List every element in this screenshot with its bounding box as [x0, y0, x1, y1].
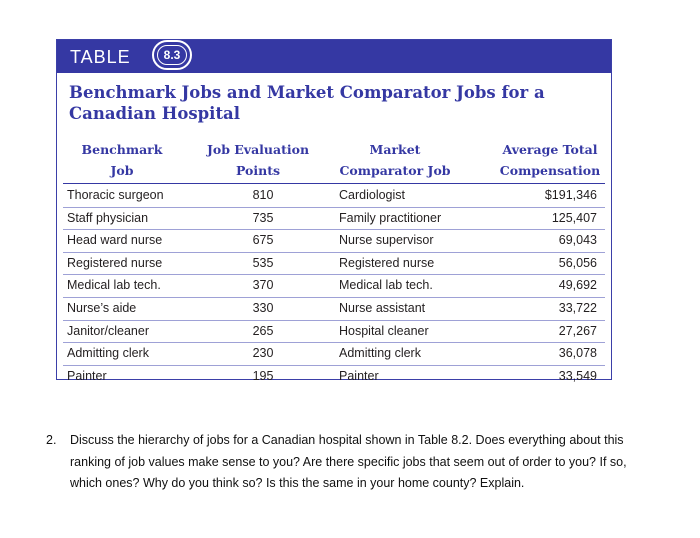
- cell-job: Medical lab tech.: [67, 278, 161, 293]
- cell-compensation: 33,722: [558, 300, 597, 315]
- table-row: [63, 253, 605, 276]
- column-header-line: Market: [369, 142, 421, 157]
- cell-points: 735: [252, 210, 274, 225]
- header-rule: [63, 183, 605, 184]
- cell-comparator: Registered nurse: [339, 255, 435, 270]
- column-header-compensation: [493, 139, 607, 181]
- cell-job: Registered nurse: [67, 255, 163, 270]
- cell-compensation: 36,078: [558, 346, 597, 361]
- table-row: [63, 185, 605, 208]
- cell-compensation: 33,549: [558, 368, 597, 383]
- table-row: [63, 321, 605, 344]
- table-row: [63, 366, 605, 388]
- cell-points: 330: [252, 300, 274, 315]
- cell-job: Nurse’s aide: [67, 300, 137, 315]
- table-8-3: [56, 39, 612, 383]
- cell-comparator: Admitting clerk: [339, 346, 421, 361]
- cell-compensation: 69,043: [558, 233, 597, 248]
- cell-points: 370: [252, 278, 274, 293]
- cell-compensation: 56,056: [558, 255, 597, 270]
- column-header-line: Points: [235, 163, 281, 178]
- column-header-line: Benchmark: [81, 142, 163, 157]
- cell-compensation: $191,346: [544, 188, 597, 202]
- column-header-line: Comparator Job: [339, 163, 451, 178]
- cell-comparator: Medical lab tech.: [339, 278, 433, 293]
- cell-comparator: Cardiologist: [339, 188, 406, 202]
- table-header-bar: [57, 40, 611, 73]
- cell-compensation: 125,407: [551, 210, 597, 225]
- cell-job: Janitor/cleaner: [67, 323, 149, 338]
- cell-comparator: Family practitioner: [339, 210, 442, 225]
- table-label: TABLE: [70, 47, 131, 67]
- table-row: [63, 230, 605, 253]
- column-header-line: Job: [110, 163, 134, 178]
- table-row: [63, 343, 605, 366]
- cell-comparator: Nurse supervisor: [339, 233, 434, 248]
- question-text: Discuss the hierarchy of jobs for a Canadian hospital shown in Table 8.2. Does everything about this ranking of job values make sense to you? Are there specific jobs that seem out of order to you? If so, which ones? Why do you think so? Is this the same in your home county? Explain.: [70, 433, 627, 490]
- table-row: [63, 208, 605, 231]
- cell-comparator: Painter: [339, 368, 379, 383]
- cell-job: Staff physician: [67, 210, 149, 225]
- cell-points: 195: [252, 368, 274, 383]
- cell-points: 265: [252, 323, 274, 338]
- column-header-line: Compensation: [499, 163, 601, 178]
- column-header-line: Average Total: [502, 142, 598, 157]
- cell-job: Thoracic surgeon: [67, 188, 164, 202]
- column-header-comparator: [335, 139, 455, 181]
- column-header-line: Job Evaluation: [206, 142, 310, 157]
- cell-compensation: 27,267: [558, 323, 597, 338]
- table-title: Benchmark Jobs and Market Comparator Jobs for a Canadian Hospital: [69, 83, 545, 123]
- question-number: 2.: [46, 433, 57, 447]
- cell-points: 810: [252, 188, 274, 202]
- cell-compensation: 49,692: [558, 278, 597, 293]
- table-number: 8.3: [158, 46, 187, 64]
- table-row: [63, 275, 605, 298]
- cell-job: Admitting clerk: [67, 346, 149, 361]
- table-row: [63, 298, 605, 321]
- column-header-points: [197, 139, 319, 181]
- table-body: [63, 185, 605, 387]
- cell-comparator: Hospital cleaner: [339, 323, 429, 338]
- cell-points: 675: [252, 233, 274, 248]
- cell-comparator: Nurse assistant: [339, 300, 426, 315]
- cell-points: 535: [252, 255, 274, 270]
- cell-points: 230: [252, 346, 274, 361]
- cell-job: Head ward nurse: [67, 233, 163, 248]
- column-header-benchmark-job: [63, 139, 181, 181]
- cell-job: Painter: [67, 368, 107, 383]
- table-number-badge: [154, 42, 190, 68]
